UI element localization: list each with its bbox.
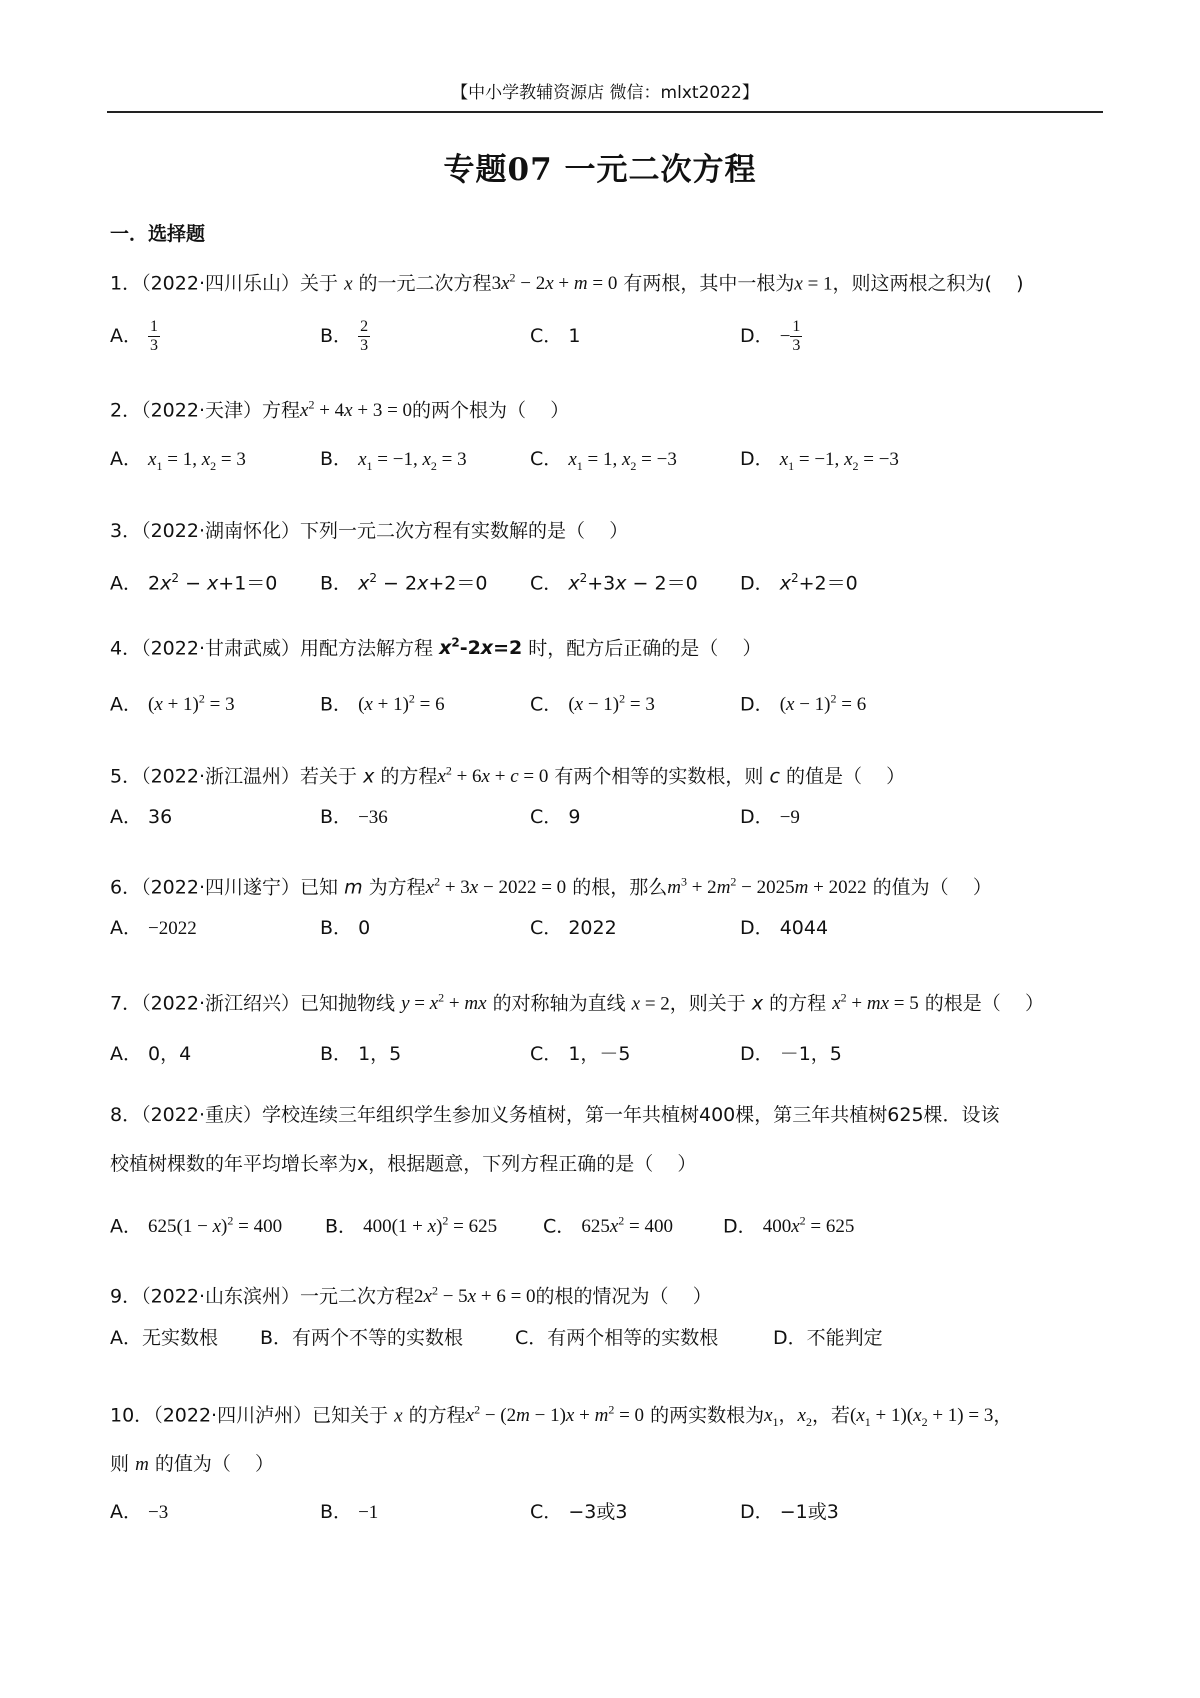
question-4: 4．（2022·甘肃武威）用配方法解方程 $x^2-2x=2$ 时，配方后正确的是（ ） <box>110 636 762 660</box>
option-a[interactable]: A． $(x + 1)^2 = 3$ <box>110 692 235 716</box>
option-a[interactable]: A． $\frac{1}{3}$ <box>110 318 159 354</box>
option-b[interactable]: B． $x_1 = -1$, $x_2 = 3$ <box>320 448 467 473</box>
option-d[interactable]: D． －1，5 <box>740 1043 842 1065</box>
option-c[interactable]: C．有两个相等的实数根 <box>515 1327 719 1349</box>
option-b[interactable]: B． −1 <box>320 1501 379 1523</box>
option-a[interactable]: A． −2022 <box>110 917 197 939</box>
option-a[interactable]: A． −3 <box>110 1501 169 1523</box>
option-d[interactable]: D． −9 <box>740 806 800 828</box>
question-8: 8．（2022·重庆）学校连续三年组织学生参加义务植树，第一年共植树400棵，第三年共植树625棵．设该 <box>110 1104 1000 1126</box>
option-d[interactable]: D． 4044 <box>740 917 829 939</box>
option-b[interactable]: B． $\frac{2}{3}$ <box>320 318 369 354</box>
header-rule <box>107 111 1103 113</box>
option-d[interactable]: D． $400x^2 = 625$ <box>723 1214 855 1238</box>
option-c[interactable]: C． 1，－5 <box>530 1043 631 1065</box>
question-8-line2: 校植树棵数的年平均增长率为x，根据题意，下列方程正确的是（ ） <box>110 1153 697 1175</box>
option-b[interactable]: B． $(x + 1)^2 = 6$ <box>320 692 445 716</box>
question-10: 10．（2022·四川泸州）已知关于 x 的方程$x^2 - (2m - 1)x + m^2 = 0$ 的两实数根为$x_1$，$x_2$，若$(x_1 + 1)(x_2 + 1) = 3$， <box>110 1403 1013 1430</box>
question-6: 6．（2022·四川遂宁）已知 m 为方程$x^2 + 3x - 2022 = 0$ 的根，那么$m^3 + 2m^2 - 2025m + 2022$ 的值为（ ） <box>110 875 992 899</box>
question-4-options <box>110 679 1100 719</box>
question-10-line2: 则 m 的值为（ ） <box>110 1453 275 1475</box>
option-b[interactable]: B． −36 <box>320 806 388 828</box>
option-b[interactable]: B． $400(1 + x)^2 = 625$ <box>325 1214 498 1238</box>
option-d[interactable]: D． $(x - 1)^2 = 6$ <box>740 692 867 716</box>
option-d[interactable]: D． $x^2+2=0$ <box>740 571 858 595</box>
option-a[interactable]: A． 0，4 <box>110 1043 192 1065</box>
question-1-options <box>110 316 1100 356</box>
question-5-options <box>110 797 1100 837</box>
question-9: 9．（2022·山东滨州）一元二次方程$2x^2 - 5x + 6 = 0$的根的情况为（ ） <box>110 1284 712 1308</box>
option-c[interactable]: C． 9 <box>530 806 581 828</box>
question-10-options <box>110 1492 1100 1532</box>
option-c[interactable]: C． $(x - 1)^2 = 3$ <box>530 692 655 716</box>
option-d[interactable]: D． − $\frac{1}{3}$ <box>740 318 801 354</box>
option-a[interactable]: A． $2x^2 - x+1=0$ <box>110 571 278 595</box>
option-b[interactable]: B． 1，5 <box>320 1043 402 1065</box>
option-b[interactable]: B．有两个不等的实数根 <box>260 1327 464 1349</box>
question-6-options <box>110 908 1100 948</box>
option-d[interactable]: D． −1或3 <box>740 1501 839 1523</box>
option-a[interactable]: A． 36 <box>110 806 173 828</box>
option-c[interactable]: C． −3或3 <box>530 1501 628 1523</box>
option-a[interactable]: A． $625(1 - x)^2 = 400$ <box>110 1214 283 1238</box>
option-a[interactable]: A． $x_1 = 1$, $x_2 = 3$ <box>110 448 246 473</box>
question-8-options <box>110 1201 1100 1241</box>
question-2: 2．（2022·天津）方程$x^2 + 4x + 3 = 0$的两个根为（ ） <box>110 398 570 422</box>
option-c[interactable]: C． $x^2+3x - 2=0$ <box>530 571 698 595</box>
question-2-options <box>110 439 1100 479</box>
question-9-options <box>110 1318 1100 1358</box>
option-b[interactable]: B． 0 <box>320 917 371 939</box>
question-7-options <box>110 1034 1100 1074</box>
question-7: 7．（2022·浙江绍兴）已知抛物线 $y = x^2$ + mx 的对称轴为直线 x = 2，则关于 x 的方程 $x^2$ + mx = 5 的根是（ ） <box>110 991 1044 1015</box>
option-d[interactable]: D． $x_1 = -1$, $x_2 = -3$ <box>740 448 899 473</box>
option-d[interactable]: D．不能判定 <box>773 1327 883 1349</box>
option-c[interactable]: C． $625x^2 = 400$ <box>543 1214 673 1238</box>
question-3-options <box>110 558 1100 598</box>
question-1: 1．（2022·四川乐山）关于 x 的一元二次方程$3x^2 - 2x + m = 0$ 有两根，其中一根为x = 1，则这两根之积为( ) <box>110 271 1024 295</box>
page-header: 【中小学教辅资源店 微信：mlxt2022】 <box>451 83 759 103</box>
option-c[interactable]: C． 1 <box>530 325 581 347</box>
section-heading: 一．选择题 <box>110 223 206 245</box>
question-5: 5．（2022·浙江温州）若关于 x 的方程$x^2 + 6x + c = 0$ 有两个相等的实数根，则 c 的值是（ ） <box>110 764 906 788</box>
page-title: 专题07 一元二次方程 <box>443 152 757 188</box>
option-b[interactable]: B． $x^2 - 2x+2=0$ <box>320 571 488 595</box>
option-a[interactable]: A．无实数根 <box>110 1327 219 1349</box>
option-c[interactable]: C． $x_1 = 1$, $x_2 = -3$ <box>530 448 677 473</box>
question-3: 3．（2022·湖南怀化）下列一元二次方程有实数解的是（ ） <box>110 520 629 542</box>
option-c[interactable]: C． 2022 <box>530 917 617 939</box>
